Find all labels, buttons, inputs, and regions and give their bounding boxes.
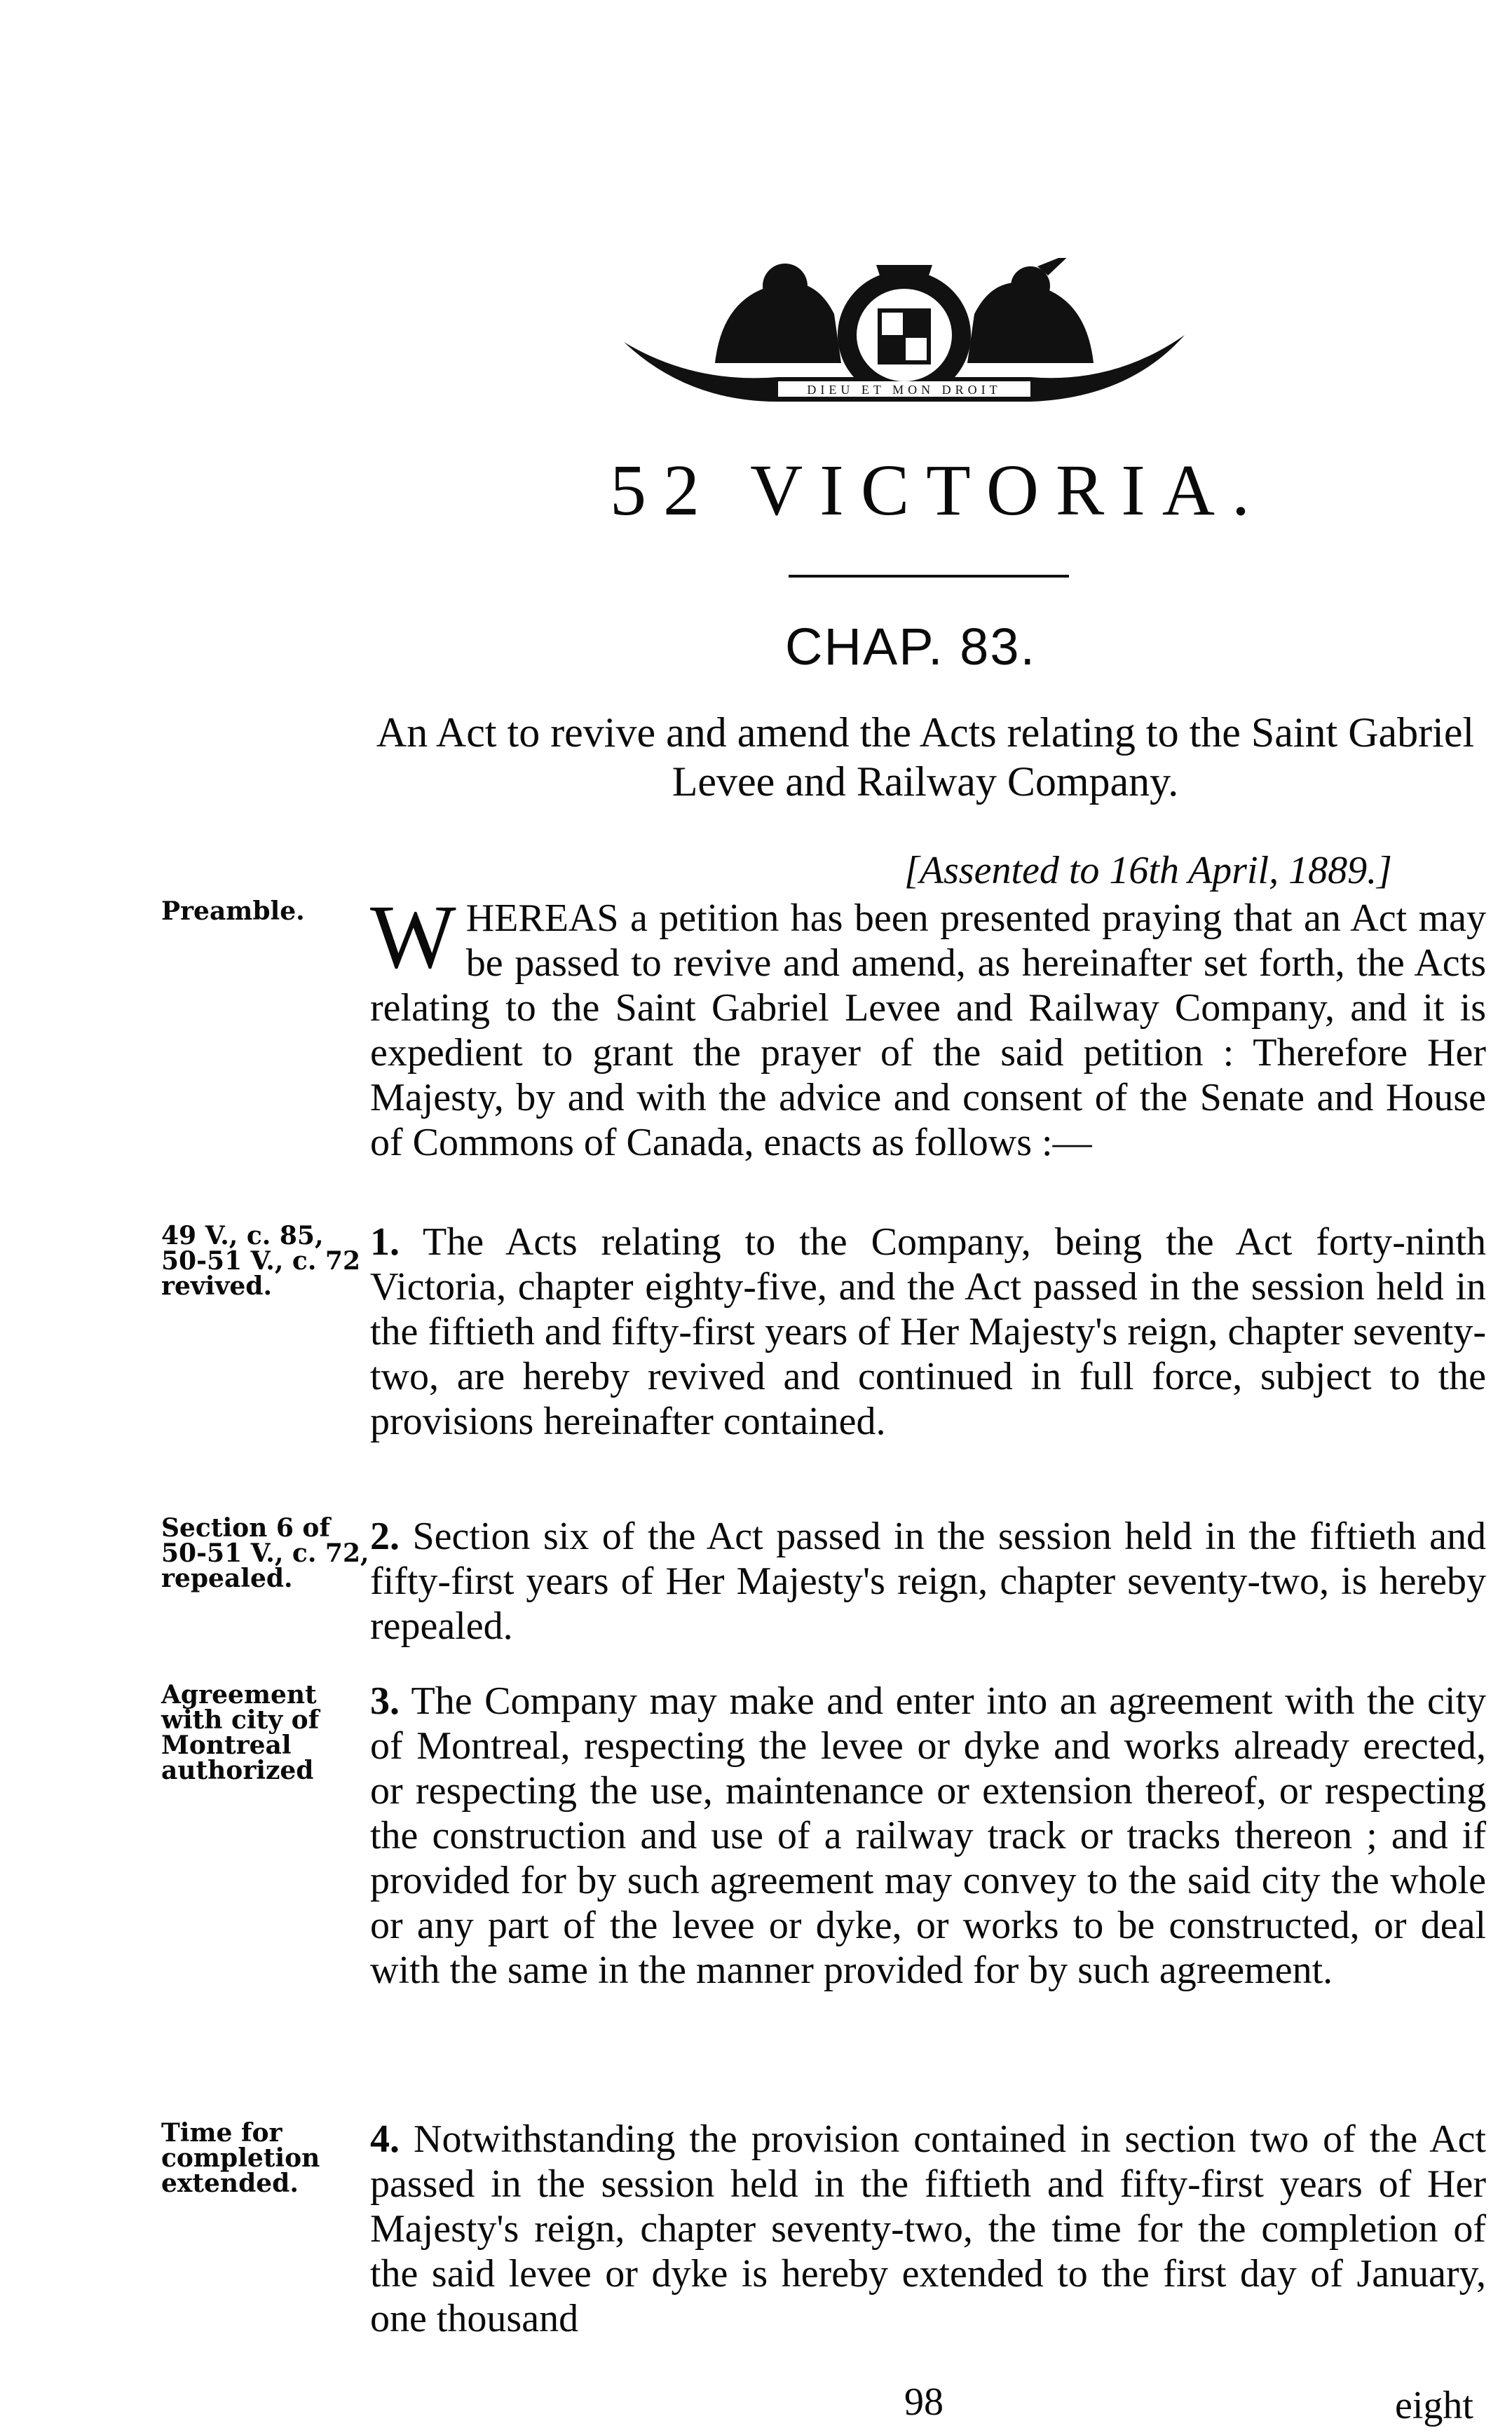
margin-note-section-3: Agreement with city of Montreal authorized [161, 1680, 320, 1785]
section-number: 2. [370, 1515, 400, 1558]
preamble-text: HEREAS a petition has been presented praying that an Act may be passed to revive and amend, as hereinafter set forth, the Acts relating to the Saint Gabriel Levee and Railway Company, and it is expedient to grant the prayer of the said petition : Therefore Her Majesty, by and with the advice and consent of the Senate and House of Commons of Canada, enacts as follows :— [370, 896, 1486, 1164]
section-2 [370, 1514, 1486, 1649]
margin-note-section-2: Section 6 of 50-51 V., c. 72, repealed. [161, 1513, 369, 1593]
section-number: 3. [370, 1679, 400, 1723]
section-text: Section six of the Act passed in the session held in the fiftieth and fifty-first years of Her Majesty's reign, chapter seventy-two, is hereby repealed. [370, 1515, 1487, 1648]
page-number: 98 [904, 2380, 944, 2424]
catchword: eight [1395, 2384, 1473, 2427]
page-title: 52 VICTORIA. [609, 450, 1267, 531]
section-text: Notwithstanding the provision contained in section two of the Act passed in the session held in the fiftieth and fifty-first years of Her Majesty's reign, chapter seventy-two, the time for the completion of the said levee or dyke is hereby extended to the first day of January, one thousand [370, 2117, 1486, 2340]
drop-cap: W [370, 887, 456, 988]
title-rule [789, 575, 1069, 578]
section-number: 4. [370, 2117, 400, 2161]
act-title: An Act to revive and amend the Acts relating to the Saint Gabriel Levee and Railway Company. [376, 709, 1475, 805]
margin-note-section-1: 49 V., c. 85, 50-51 V., c. 72 revived. [161, 1221, 360, 1301]
section-4 [370, 2117, 1486, 2341]
section-1 [370, 1220, 1486, 1444]
section-number: 1. [370, 1220, 400, 1264]
assent-date: [Assented to 16th April, 1889.] [904, 849, 1392, 892]
royal-coat-of-arms-icon [610, 258, 1199, 433]
margin-note-preamble: Preamble. [161, 896, 305, 926]
svg-text:DIEU ET MON DROIT: DIEU ET MON DROIT [807, 383, 1002, 397]
preamble-paragraph [370, 887, 1486, 1165]
section-text: The Acts relating to the Company, being the Act forty-ninth Victoria, chapter eighty-five, and the Act passed in the session held in the fiftieth and fifty-first years of Her Majesty's reign, chapter seventy-two, are hereby revived and continued in full force, subject to the provisions hereinafter contained. [370, 1220, 1486, 1443]
margin-note-section-4: Time for completion extended. [161, 2118, 320, 2198]
section-text: The Company may make and enter into an agreement with the city of Montreal, respecting the levee or dyke and works already erected, or respecting the use, maintenance or extension thereof, or respecting the construction and use of a railway track or tracks thereon ; and if provided for by such agreement may convey to the said city the whole or any part of the levee or dyke, or works to be constructed, or deal with the same in the manner provided for by such agreement. [370, 1679, 1486, 1992]
section-3 [370, 1679, 1486, 1993]
chapter-heading: CHAP. 83. [785, 618, 1037, 676]
